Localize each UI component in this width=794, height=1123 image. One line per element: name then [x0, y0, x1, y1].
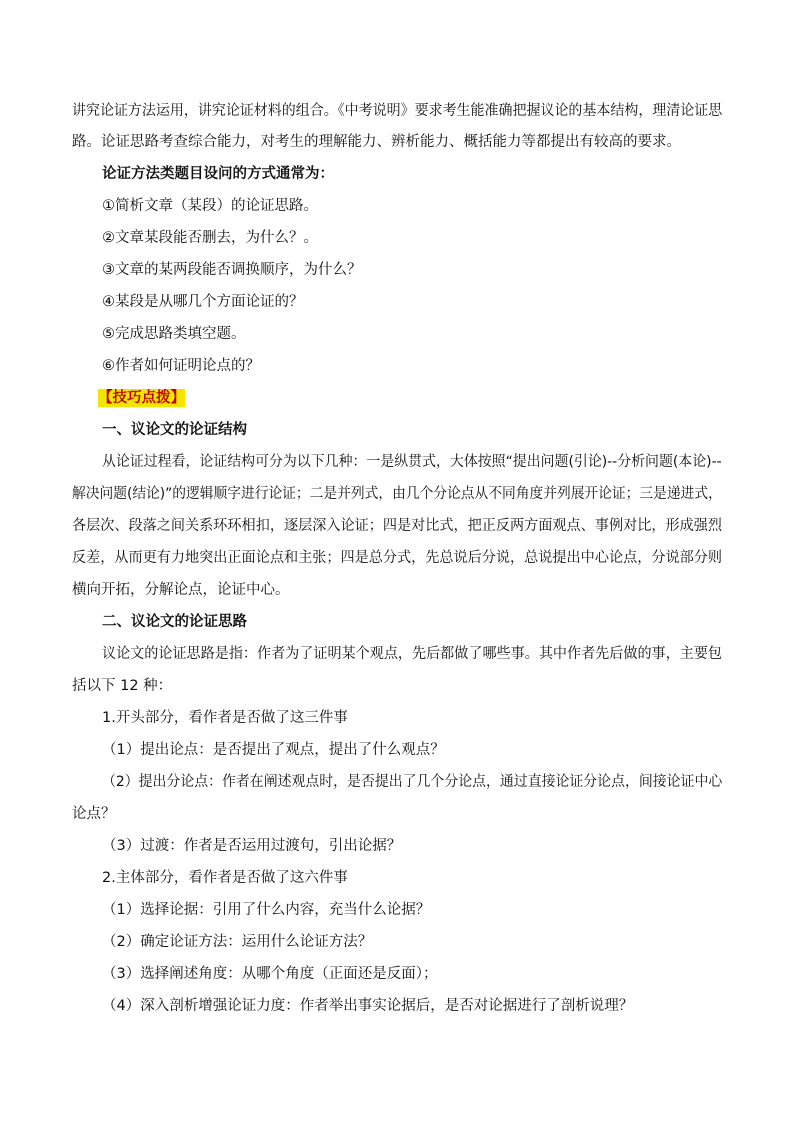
- question-item: ④某段是从哪几个方面论证的？: [102, 294, 304, 310]
- part-item: （3）过渡：作者是否运用过渡句，引出论据？: [102, 838, 402, 854]
- section-line: 从论证过程看，论证结构可分为以下几种：一是纵贯式，大体按照“提出问题(引论)--分析问题(本论)--: [102, 454, 722, 470]
- part-heading: 2.主体部分，看作者是否做了这六件事: [102, 870, 348, 886]
- tips-tag-label: 【技巧点拨】: [98, 390, 185, 406]
- question-item: ②文章某段能否删去，为什么？。: [102, 230, 318, 246]
- section-line: 解决问题(结论)”的逻辑顺字进行论证；二是并列式，由几个分论点从不同角度并列展开论证；三是递进式，: [72, 486, 722, 502]
- part-item: （1）提出论点：是否提出了观点，提出了什么观点？: [102, 742, 445, 758]
- question-item: ①简析文章（某段）的论证思路。: [102, 198, 318, 214]
- tips-tag: [98, 388, 185, 408]
- question-item: ⑥作者如何证明论点的？: [102, 358, 260, 374]
- part-item: （4）深入剖析增强论证力度：作者举出事实论据后，是否对论据进行了剖析说理？: [102, 998, 634, 1014]
- section-line: 议论文的论证思路是指：作者为了证明某个观点，先后都做了哪些事。其中作者先后做的事，主要包: [102, 646, 723, 662]
- section-heading: 一、议论文的论证结构: [102, 422, 247, 438]
- question-heading: 论证方法类题目设问的方式通常为：: [102, 166, 334, 182]
- paragraph-line: 讲究论证方法运用，讲究论证材料的组合。《中考说明》要求考生能准确把握议论的基本结构，理清论证思: [72, 103, 723, 119]
- part-item: （3）选择阐述角度：从哪个角度（正面还是反面）；: [102, 966, 438, 982]
- paragraph-line: 路。论证思路考查综合能力，对考生的理解能力、辨析能力、概括能力等都提出有较高的要求。: [72, 134, 681, 150]
- part-item: （1）选择论据：引用了什么内容，充当什么论据？: [102, 902, 431, 918]
- question-item: ⑤完成思路类填空题。: [102, 326, 246, 342]
- part-item: 论点？: [72, 806, 116, 822]
- section-line: 横向开拓，分解论点，论证中心。: [72, 582, 290, 598]
- section-heading: 二、议论文的论证思路: [102, 614, 247, 630]
- section-line: 各层次、段落之间关系环环相扣，逐层深入论证；四是对比式，把正反两方面观点、事例对比，形成强烈: [72, 518, 722, 534]
- part-heading: 1.开头部分，看作者是否做了这三件事: [102, 710, 348, 726]
- part-item: （2）提出分论点：作者在阐述观点时，是否提出了几个分论点，通过直接论证分论点，间接论证中心: [102, 774, 723, 790]
- section-line: 反差，从而更有力地突出正面论点和主张；四是总分式，先总说后分说，总说提出中心论点，分说部分则: [72, 550, 722, 566]
- part-item: （2）确定论证方法：运用什么论证方法？: [102, 934, 373, 950]
- question-item: ③文章的某两段能否调换顺序，为什么？: [102, 262, 362, 278]
- section-line: 括以下 12 种：: [72, 678, 173, 694]
